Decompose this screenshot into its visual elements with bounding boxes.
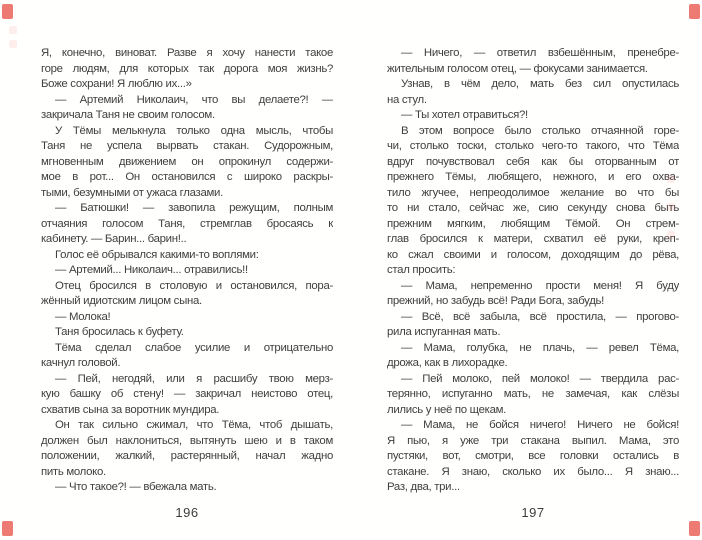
text-line: тыми, безумными от ужаса глазами.	[41, 186, 223, 199]
page-right-text	[387, 46, 679, 496]
text-line: — Молока!	[55, 310, 111, 323]
text-line: мгновенным движением он опрокинул содержи-	[41, 155, 333, 168]
text-line: — Ты хотел отравиться?!	[401, 109, 528, 121]
page-left	[41, 46, 333, 520]
text-line: должен был наклониться, вытянуть шею и в таком	[41, 434, 333, 447]
text-line: пить молоко.	[41, 465, 106, 478]
text-line: прежним мягким, любящим Тёмой. Он стрем-	[387, 217, 679, 230]
text-line: Боже сохрани! Я люблю их...»	[41, 78, 192, 90]
edge-mark-left-top	[9, 26, 17, 34]
page-number-left: 196	[175, 504, 199, 520]
text-line: рила испуганная мать.	[387, 326, 501, 338]
text-line: прежнего Тёмы, любящего, нежного, и его охва-	[387, 171, 679, 183]
text-line: стакане. Я знаю, сколько их было... Я знаю...	[387, 465, 679, 478]
edge-mark-right-3	[667, 231, 675, 239]
corner-mark-top-left	[2, 4, 13, 19]
text-line: — Пей молоко, пей молоко! — твердила рас-	[401, 372, 679, 385]
text-line: стал просить:	[387, 264, 456, 276]
text-line: Голос её обрывался какими-то воплями:	[55, 248, 259, 261]
text-line: тило жгучее, непреодолимое желание во что бы	[387, 186, 679, 199]
text-line: терянно, испуганно мать, не замечая, как слёзы	[387, 388, 679, 400]
page-number-right: 197	[521, 504, 545, 520]
text-line: — Артемий... Николаич... отравились!!	[55, 264, 248, 276]
corner-mark-top-right	[689, 4, 700, 19]
text-line: — Что такое?! — вбежала мать.	[55, 481, 217, 493]
text-line: вдруг почувствовал себя как бы оторванным от	[387, 155, 679, 168]
edge-mark-right-2	[667, 203, 675, 211]
text-line: лились у неё по щекам.	[387, 403, 507, 416]
text-line: — Пей, негодяй, или я расшибу твою мерз-	[55, 372, 333, 385]
text-line: — Мама, не бойся ничего! Ничего не бойся!	[401, 419, 679, 431]
text-line: качнул головой.	[41, 357, 121, 369]
text-line: то ни стало, сейчас же, сию секунду снова быть	[387, 202, 679, 214]
text-line: схватив сына за воротник мундира.	[41, 403, 220, 416]
page-left-text	[41, 46, 333, 496]
text-line: прежний, но забудь всё! Ради Бога, забудь!	[387, 295, 605, 307]
text-line: жительным голосом отец, — фокусами занимается.	[387, 62, 648, 75]
corner-mark-bottom-left	[2, 521, 13, 536]
text-line: кую башку об стену! — закричал неистово отец,	[41, 388, 333, 400]
text-line: Раз, два, три...	[387, 481, 460, 493]
text-line: дрожа, как в лихорадке.	[387, 357, 508, 369]
page-right	[387, 46, 679, 520]
text-line: — Мама, непременно прости меня! Я буду	[401, 279, 679, 292]
corner-mark-bottom-right	[689, 521, 700, 536]
text-line: положении, жалкий, растерянный, начал жадно	[41, 450, 333, 462]
text-line: жённый идиотским лицом сына.	[41, 295, 202, 307]
text-line: Узнав, в чём дело, мать без сил опустилась	[401, 78, 679, 90]
text-line: — Всё, всё забыла, всё простила, — прогово-	[401, 310, 679, 323]
text-line: закричала Таня не своим голосом.	[41, 109, 215, 121]
text-line: горе людям, для которых так дорога моя жизнь?	[41, 62, 333, 75]
text-line: ко сжал своими и голосом, доходящим до рёва,	[387, 248, 679, 261]
text-line: Таня бросилась к буфету.	[55, 326, 184, 338]
text-line: пустяки, вот, смотри, все головки остались в	[387, 450, 679, 462]
text-line: В этом вопросе было столько отчаянной горе-	[401, 124, 679, 137]
text-line: — Артемий Николаич, что вы делаете?! —	[55, 93, 333, 106]
text-line: отчаяния голосом Таня, стремглав бросаясь к	[41, 217, 333, 230]
text-line: чи, столько тоски, столько чего-то такого, что Тёма	[387, 140, 679, 152]
edge-mark-right-1	[667, 175, 675, 183]
text-line: кабинету. — Барин... барин!..	[41, 233, 187, 245]
text-line: Он так сильно сжимал, что Тёма, чтоб дышать,	[55, 419, 333, 431]
text-line: — Ничего, — ответил взбешённым, пренебре-	[401, 47, 679, 59]
text-line: Я, конечно, виноват. Разве я хочу нанести такое	[41, 47, 333, 59]
text-line: глав бросился к матери, схватил её руки, креп-	[387, 233, 679, 245]
text-line: Таня не успела вырвать стакан. Судорожным,	[41, 140, 333, 152]
text-line: на стул.	[387, 93, 427, 106]
text-line: Тёма сделал слабое усилие и отрицательно	[55, 341, 333, 354]
text-line: — Батюшки! — завопила режущим, полным	[55, 202, 333, 214]
edge-mark-left-top-2	[9, 40, 17, 48]
text-line: Я пью, я уже три стакана выпил. Мама, это	[387, 434, 679, 447]
text-line: мое в рот... Он остановился с широко раскры-	[41, 171, 333, 183]
text-line: У Тёмы мелькнула только одна мысль, чтобы	[55, 124, 333, 137]
text-line: Отец бросился в столовую и остановился, пора-	[55, 279, 333, 292]
text-line: — Мама, голубка, не плачь, — ревел Тёма,	[401, 341, 679, 354]
